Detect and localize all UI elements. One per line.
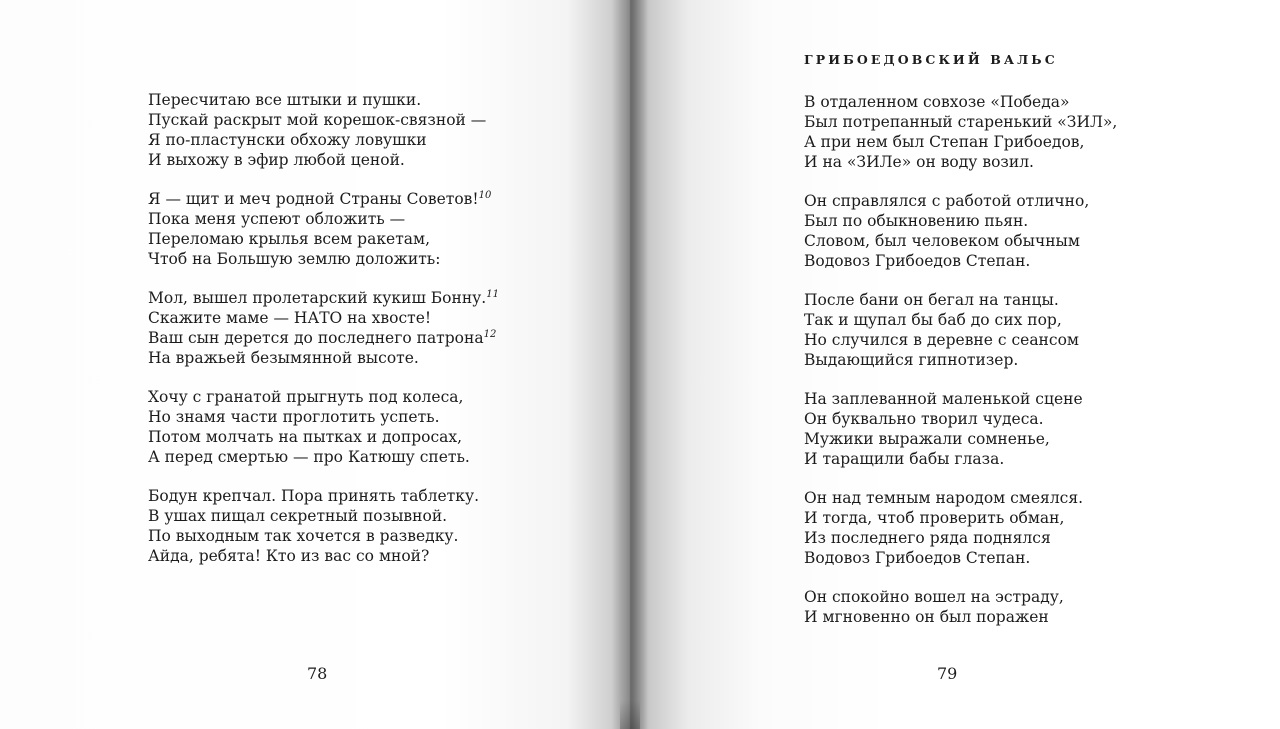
verse-line xyxy=(148,427,499,447)
verse-line-text: Так и щупал бы баб до сих пор, xyxy=(804,311,1062,329)
verse-line-text: И выхожу в эфир любой ценой. xyxy=(148,151,405,169)
verse-line-text: Словом, был человеком обычным xyxy=(804,232,1080,250)
verse-line xyxy=(148,407,499,427)
verse-line-text: Был потрепанный старенький «ЗИЛ», xyxy=(804,113,1118,131)
verse-line xyxy=(148,189,499,209)
verse-line xyxy=(804,350,1117,370)
verse-line xyxy=(804,152,1117,172)
verse-line-text: Пересчитаю все штыки и пушки. xyxy=(148,91,422,109)
verse-line-text: Был по обыкновению пьян. xyxy=(804,212,1029,230)
verse-line-text: Из последнего ряда поднялся xyxy=(804,529,1051,547)
verse-line-text: На заплеванной маленькой сцене xyxy=(804,390,1083,408)
verse-line-text: И таращили бабы глаза. xyxy=(804,450,1005,468)
verse-line xyxy=(148,348,499,368)
verse-line xyxy=(804,92,1117,112)
verse-line xyxy=(148,546,499,566)
verse-line-text: А при нем был Степан Грибоедов, xyxy=(804,133,1085,151)
verse-line xyxy=(148,209,499,229)
verse-line-text: Водовоз Грибоедов Степан. xyxy=(804,252,1031,270)
verse-line-text: Скажите маме — НАТО на хвосте! xyxy=(148,309,432,327)
verse-line xyxy=(148,526,499,546)
right-poem-text xyxy=(804,92,1117,646)
verse-line xyxy=(804,251,1117,271)
verse-line xyxy=(148,506,499,526)
verse-line xyxy=(804,607,1117,627)
verse-line xyxy=(804,488,1117,508)
verse-line xyxy=(804,211,1117,231)
verse-line xyxy=(148,229,499,249)
book-gutter xyxy=(612,0,648,729)
verse-line xyxy=(148,90,499,110)
verse-line xyxy=(804,191,1117,211)
verse-line xyxy=(804,528,1117,548)
verse-line xyxy=(804,132,1117,152)
left-page xyxy=(0,0,630,729)
verse-line-text: В отдаленном совхозе «Победа» xyxy=(804,93,1070,111)
page-edge-shadow xyxy=(620,700,640,729)
verse-line xyxy=(148,288,499,308)
verse-line xyxy=(804,231,1117,251)
stanza xyxy=(148,486,499,566)
verse-line-text: И тогда, чтоб проверить обман, xyxy=(804,509,1065,527)
verse-line-text: Пока меня успеют обложить — xyxy=(148,210,406,228)
verse-line-text: Он над темным народом смеялся. xyxy=(804,489,1084,507)
verse-line xyxy=(148,387,499,407)
stanza xyxy=(804,389,1117,469)
poem-title: ГРИБОЕДОВСКИЙ ВАЛЬС xyxy=(804,52,1058,67)
verse-line-text: Айда, ребята! Кто из вас со мной? xyxy=(148,547,430,565)
stanza xyxy=(804,92,1117,172)
verse-line-text: А перед смертью — про Катюшу спеть. xyxy=(148,448,470,466)
verse-line-text: Чтоб на Большую землю доложить: xyxy=(148,250,441,268)
verse-line-text: Переломаю крылья всем ракетам, xyxy=(148,230,431,248)
verse-line xyxy=(148,328,499,348)
stanza xyxy=(148,189,499,269)
verse-line xyxy=(148,150,499,170)
verse-line-text: Хочу с гранатой прыгнуть под колеса, xyxy=(148,388,464,406)
stanza xyxy=(148,288,499,368)
verse-line xyxy=(804,429,1117,449)
stanza xyxy=(804,587,1117,627)
stanza xyxy=(804,488,1117,568)
verse-line xyxy=(148,447,499,467)
verse-line xyxy=(148,130,499,150)
verse-line xyxy=(148,110,499,130)
verse-line-text: Он справлялся с работой отлично, xyxy=(804,192,1090,210)
left-poem-text xyxy=(148,90,499,585)
verse-line-text: Он спокойно вошел на эстраду, xyxy=(804,588,1064,606)
verse-line-text: На вражьей безымянной высоте. xyxy=(148,349,419,367)
page-number-right: 79 xyxy=(937,664,958,683)
verse-line xyxy=(804,290,1117,310)
verse-line xyxy=(804,449,1117,469)
verse-line-text: Мужики выражали сомненье, xyxy=(804,430,1050,448)
verse-line xyxy=(148,249,499,269)
stanza xyxy=(148,387,499,467)
verse-line-text: Я по-пластунски обхожу ловушки xyxy=(148,131,427,149)
verse-line-text: Водовоз Грибоедов Степан. xyxy=(804,549,1031,567)
verse-line xyxy=(804,508,1117,528)
verse-line-text: Потом молчать на пытках и допросах, xyxy=(148,428,463,446)
verse-line xyxy=(804,548,1117,568)
verse-line xyxy=(804,409,1117,429)
verse-line xyxy=(148,486,499,506)
verse-line-text: Но случился в деревне с сеансом xyxy=(804,331,1079,349)
footnote-marker: 11 xyxy=(486,289,499,300)
verse-line-text: Мол, вышел пролетарский кукиш Бонну. xyxy=(148,289,487,307)
stanza xyxy=(148,90,499,170)
verse-line xyxy=(804,389,1117,409)
stanza xyxy=(804,191,1117,271)
stanza xyxy=(804,290,1117,370)
verse-line xyxy=(804,330,1117,350)
verse-line xyxy=(148,308,499,328)
verse-line-text: И на «ЗИЛе» он воду возил. xyxy=(804,153,1034,171)
verse-line-text: Бодун крепчал. Пора принять таблетку. xyxy=(148,487,479,505)
footnote-marker: 12 xyxy=(483,329,497,340)
verse-line xyxy=(804,112,1117,132)
verse-line-text: Он буквально творил чудеса. xyxy=(804,410,1044,428)
verse-line-text: Выдающийся гипнотизер. xyxy=(804,351,1019,369)
verse-line-text: И мгновенно он был поражен xyxy=(804,608,1049,626)
verse-line-text: Ваш сын дерется до последнего патрона xyxy=(148,329,484,347)
verse-line-text: Но знамя части проглотить успеть. xyxy=(148,408,440,426)
footnote-marker: 10 xyxy=(478,190,492,201)
verse-line-text: Пускай раскрыт мой корешок-связной — xyxy=(148,111,487,129)
verse-line-text: По выходным так хочется в разведку. xyxy=(148,527,459,545)
verse-line xyxy=(804,587,1117,607)
verse-line xyxy=(804,310,1117,330)
verse-line-text: После бани он бегал на танцы. xyxy=(804,291,1059,309)
page-number-left: 78 xyxy=(307,664,328,683)
verse-line-text: Я — щит и меч родной Страны Советов! xyxy=(148,190,479,208)
verse-line-text: В ушах пищал секретный позывной. xyxy=(148,507,448,525)
